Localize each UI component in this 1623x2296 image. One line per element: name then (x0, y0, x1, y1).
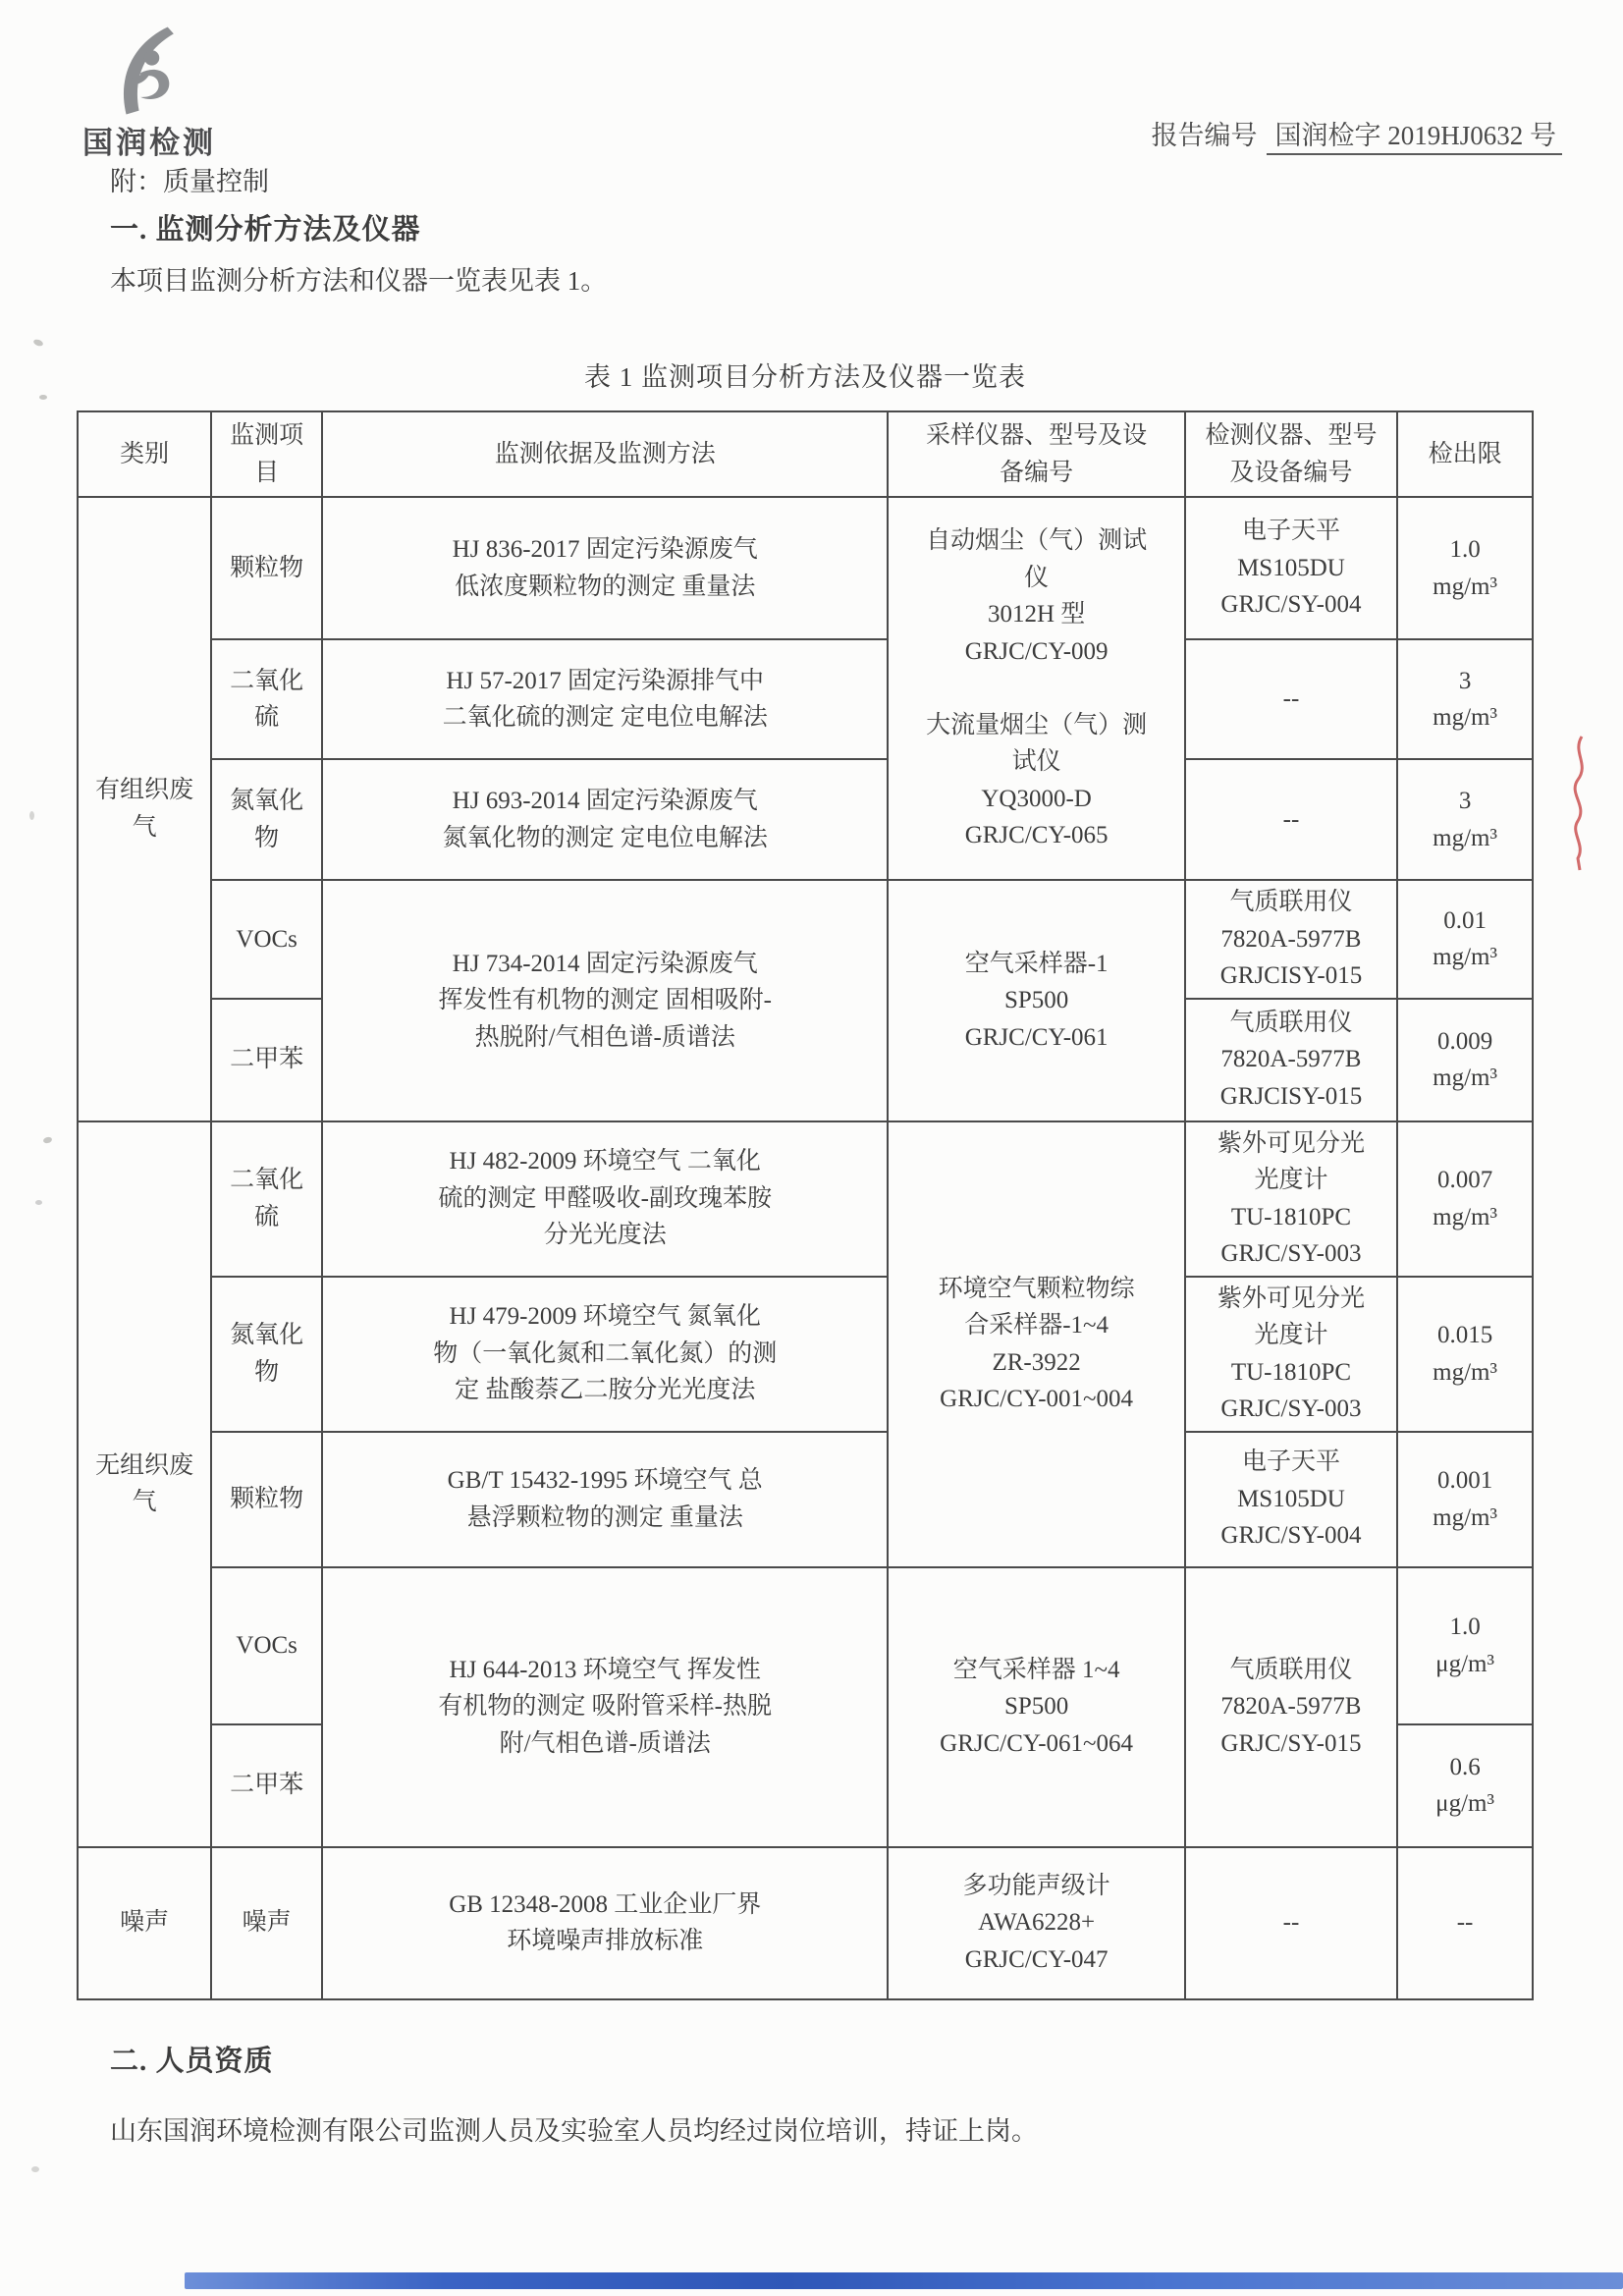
report-number-line (1151, 114, 1562, 152)
cell-sampler-11: 多功能声级计 AWA6228+ GRJC/CY-047 (888, 1847, 1184, 1999)
table-row (78, 880, 1533, 999)
cell-analyzer-6: 紫外可见分光 光度计 TU-1810PC GRJC/SY-003 (1185, 1121, 1397, 1277)
table-row (78, 1567, 1533, 1724)
cell-limit-8: 0.001 mg/m³ (1397, 1432, 1533, 1567)
cell-item-3: 氮氧化物 (211, 759, 322, 880)
cell-method-7: HJ 479-2009 环境空气 氮氧化 物（一氧化氮和二氧化氮）的测 定 盐酸萘乙二胺分光光度法 (322, 1277, 889, 1432)
table-row (78, 1121, 1533, 1277)
bottom-blue-scan-line (185, 2272, 1623, 2289)
cell-limit-5: 0.009 mg/m³ (1397, 999, 1533, 1121)
cell-item-10: 二甲苯 (211, 1724, 322, 1847)
red-reviewer-mark (1568, 735, 1594, 872)
cell-item-6: 二氧化硫 (211, 1121, 322, 1277)
company-logo-icon (96, 26, 198, 116)
cell-limit-11: -- (1397, 1847, 1533, 1999)
table-row (78, 1277, 1533, 1432)
cell-limit-6: 0.007 mg/m³ (1397, 1121, 1533, 1277)
report-number-value: 国润检字 2019HJ0632 号 (1267, 121, 1562, 155)
cell-limit-10: 0.6 μg/m³ (1397, 1724, 1533, 1847)
cell-method-3: HJ 693-2014 固定污染源废气 氮氧化物的测定 定电位电解法 (322, 759, 889, 880)
cell-item-4: VOCs (211, 880, 322, 999)
table-row (78, 759, 1533, 880)
cell-analyzer-7: 紫外可见分光 光度计 TU-1810PC GRJC/SY-003 (1185, 1277, 1397, 1432)
cell-limit-1: 1.0 mg/m³ (1397, 497, 1533, 639)
cell-item-8: 颗粒物 (211, 1432, 322, 1567)
company-logo-text: 国润检测 (82, 126, 216, 160)
methods-instruments-table (77, 410, 1534, 2000)
table-row (78, 497, 1533, 639)
cell-limit-4: 0.01 mg/m³ (1397, 880, 1533, 999)
cell-analyzer-2: -- (1185, 639, 1397, 759)
cell-analyzer-5: 气质联用仪 7820A-5977B GRJCISY-015 (1185, 999, 1397, 1121)
cell-sampler-1-3: 自动烟尘（气）测试 仪 3012H 型 GRJC/CY-009 大流量烟尘（气）测 试仪 YQ3000-D GRJC/CY-065 (888, 497, 1184, 880)
cell-method-9-10: HJ 644-2013 环境空气 挥发性 有机物的测定 吸附管采样-热脱 附/气相色谱-质谱法 (322, 1567, 889, 1847)
cell-method-6: HJ 482-2009 环境空气 二氧化 硫的测定 甲醛吸收-副玫瑰苯胺 分光光度法 (322, 1121, 889, 1277)
scan-speck (31, 2166, 39, 2172)
cell-analyzer-11: -- (1185, 1847, 1397, 1999)
cell-analyzer-8: 电子天平 MS105DU GRJC/SY-004 (1185, 1432, 1397, 1567)
cell-analyzer-3: -- (1185, 759, 1397, 880)
cell-method-11: GB 12348-2008 工业企业厂界 环境噪声排放标准 (322, 1847, 889, 1999)
scan-speck (35, 1200, 42, 1205)
cell-category-noise: 噪声 (78, 1847, 211, 1999)
section1-heading: 一. 监测分析方法及仪器 (110, 214, 421, 246)
section2-heading: 二. 人员资质 (110, 2046, 274, 2077)
cell-method-8: GB/T 15432-1995 环境空气 总 悬浮颗粒物的测定 重量法 (322, 1432, 889, 1567)
cell-item-1: 颗粒物 (211, 497, 322, 639)
header-analyzer: 检测仪器、型号 及设备编号 (1185, 411, 1397, 497)
table-row (78, 639, 1533, 759)
attachment-title: 附：质量控制 (110, 167, 269, 196)
cell-analyzer-1: 电子天平 MS105DU GRJC/SY-004 (1185, 497, 1397, 639)
company-brand (82, 26, 259, 162)
cell-sampler-9-10: 空气采样器 1~4 SP500 GRJC/CY-061~064 (888, 1567, 1184, 1847)
cell-method-4-5: HJ 734-2014 固定污染源废气 挥发性有机物的测定 固相吸附- 热脱附/气相色谱-质谱法 (322, 880, 889, 1121)
cell-analyzer-9-10: 气质联用仪 7820A-5977B GRJC/SY-015 (1185, 1567, 1397, 1847)
cell-limit-7: 0.015 mg/m³ (1397, 1277, 1533, 1432)
cell-category-organized: 有组织废气 (78, 497, 211, 1121)
cell-item-7: 氮氧化物 (211, 1277, 322, 1432)
cell-analyzer-4: 气质联用仪 7820A-5977B GRJCISY-015 (1185, 880, 1397, 999)
cell-sampler-6-8: 环境空气颗粒物综 合采样器-1~4 ZR-3922 GRJC/CY-001~004 (888, 1121, 1184, 1567)
cell-limit-9: 1.0 μg/m³ (1397, 1567, 1533, 1724)
header-method: 监测依据及监测方法 (322, 411, 889, 497)
cell-item-9: VOCs (211, 1567, 322, 1724)
cell-method-1: HJ 836-2017 固定污染源废气 低浓度颗粒物的测定 重量法 (322, 497, 889, 639)
scan-speck (29, 811, 34, 820)
section1-intro-text: 本项目监测分析方法和仪器一览表见表 1。 (110, 266, 608, 296)
section2-body-text: 山东国润环境检测有限公司监测人员及实验室人员均经过岗位培训，持证上岗。 (110, 2116, 1038, 2146)
scan-speck (42, 1136, 52, 1144)
methods-instruments-table-wrap (77, 410, 1534, 2000)
table-row (78, 1432, 1533, 1567)
table-caption: 表 1 监测项目分析方法及仪器一览表 (584, 362, 1026, 392)
table-header-row (78, 411, 1533, 497)
header-sampler: 采样仪器、型号及设 备编号 (888, 411, 1184, 497)
cell-item-5: 二甲苯 (211, 999, 322, 1121)
scan-speck (32, 338, 43, 347)
table-row (78, 1847, 1533, 1999)
cell-method-2: HJ 57-2017 固定污染源排气中 二氧化硫的测定 定电位电解法 (322, 639, 889, 759)
cell-limit-2: 3 mg/m³ (1397, 639, 1533, 759)
header-detection-limit: 检出限 (1397, 411, 1533, 497)
cell-category-unorganized: 无组织废气 (78, 1121, 211, 1847)
scan-speck (39, 395, 47, 400)
cell-sampler-4-5: 空气采样器-1 SP500 GRJC/CY-061 (888, 880, 1184, 1121)
cell-item-2: 二氧化硫 (211, 639, 322, 759)
cell-limit-3: 3 mg/m³ (1397, 759, 1533, 880)
cell-item-11: 噪声 (211, 1847, 322, 1999)
report-number-label: 报告编号 (1151, 121, 1258, 150)
header-category: 类别 (78, 411, 211, 497)
header-item: 监测项目 (211, 411, 322, 497)
